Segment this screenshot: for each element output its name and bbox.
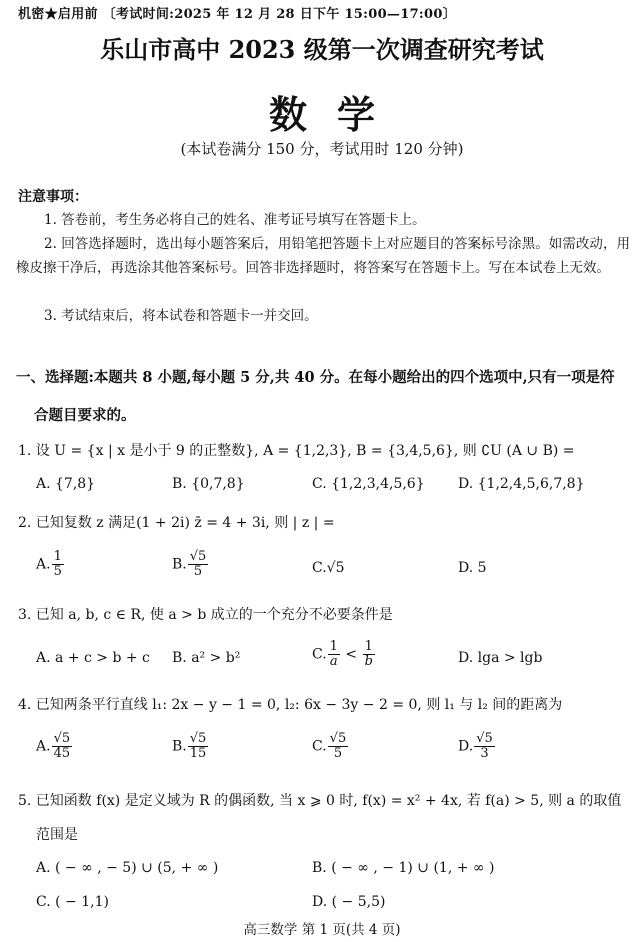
exam-subtitle: (本试卷满分 150 分，考试用时 120 分钟)	[180, 140, 464, 158]
q5-option-b: B. ( − ∞ , − 1) ∪ (1, + ∞ )	[312, 860, 495, 876]
q3-option-b: B. a² > b²	[172, 650, 241, 666]
q3-option-a: A. a + c > b + c	[36, 650, 150, 666]
q3-option-d: D. lga > lgb	[458, 650, 543, 666]
exam-header: 机密★启用前 〔考试时间:2025 年 12 月 28 日下午 15:00—17:00〕	[18, 7, 457, 22]
q4-option-d: D. $\frac{√5}{3}$	[458, 731, 493, 761]
q2-option-d: D. 5	[458, 560, 487, 576]
note-item-3: 3. 考试结束后，将本试卷和答题卡一并交回。	[44, 308, 318, 324]
q5-stem: 5. 已知函数 f(x) 是定义域为 R 的偶函数, 当 x ⩾ 0 时, f(x) = x² + 4x, 若 f(a) > 5, 则 a 的取值	[18, 793, 622, 809]
q1-option-d: D. {1,2,4,5,6,7,8}	[458, 476, 585, 492]
subject-title: 数学	[268, 92, 405, 137]
q5-option-a: A. ( − ∞ , − 5) ∪ (5, + ∞ )	[36, 860, 219, 876]
section-heading-line1: 一、选择题:本题共 8 小题,每小题 5 分,共 40 分。在每小题给出的四个选项中,只有一项是符	[16, 369, 615, 386]
q3-option-c: C. $\frac{1}{a}$ < $\frac{1}{b}$	[312, 639, 373, 669]
notes-heading: 注意事项：	[18, 189, 88, 205]
exam-title: 乐山市高中 2023 级第一次调查研究考试	[100, 35, 544, 64]
section-heading-line2: 合题目要求的。	[34, 407, 136, 424]
page-footer: 高三数学 第 1 页(共 4 页)	[243, 922, 401, 938]
q4-stem: 4. 已知两条平行直线 l₁: 2x − y − 1 = 0, l₂: 6x − 3y − 2 = 0, 则 l₁ 与 l₂ 间的距离为	[18, 697, 563, 713]
q1-option-a: A. {7,8}	[36, 476, 96, 492]
q2-stem: 2. 已知复数 z 满足(1 + 2i) z̄ = 4 + 3i, 则 | z | =	[18, 515, 335, 531]
note-item-2: 2. 回答选择题时，选出每小题答案后，用铅笔把答题卡上对应题目的答案标号涂黑。如需改动，用橡皮擦干净后，再选涂其他答案标号。回答非选择题时，将答案写在答题卡上。写在本试卷上无效。	[16, 236, 630, 276]
q4-option-b: B. $\frac{√5}{15}$	[172, 731, 207, 761]
q1-option-b: B. {0,7,8}	[172, 476, 245, 492]
q1-stem: 1. 设 U = {x | x 是小于 9 的正整数}, A = {1,2,3}, B = {3,4,5,6}, 则 ∁U (A ∪ B) =	[18, 443, 575, 459]
q2-option-c: C.√5	[312, 560, 345, 576]
q4-option-a: A. $\frac{√5}{45}$	[36, 731, 71, 761]
q2-option-a: A. $\frac{1}{5}$	[36, 549, 62, 579]
q2-option-b: B. $\frac{√5}{5}$	[172, 549, 207, 579]
q1-option-c: C. {1,2,3,4,5,6}	[312, 476, 425, 492]
note-item-1: 1. 答卷前，考生务必将自己的姓名、准考证号填写在答题卡上。	[44, 212, 426, 228]
q5-option-c: C. ( − 1,1)	[36, 894, 109, 910]
q5-stem-line2: 范围是	[36, 827, 78, 843]
q4-option-c: C. $\frac{√5}{5}$	[312, 731, 347, 761]
q5-option-d: D. ( − 5,5)	[312, 894, 386, 910]
q3-stem: 3. 已知 a, b, c ∈ R, 使 a > b 成立的一个充分不必要条件是	[18, 607, 393, 623]
